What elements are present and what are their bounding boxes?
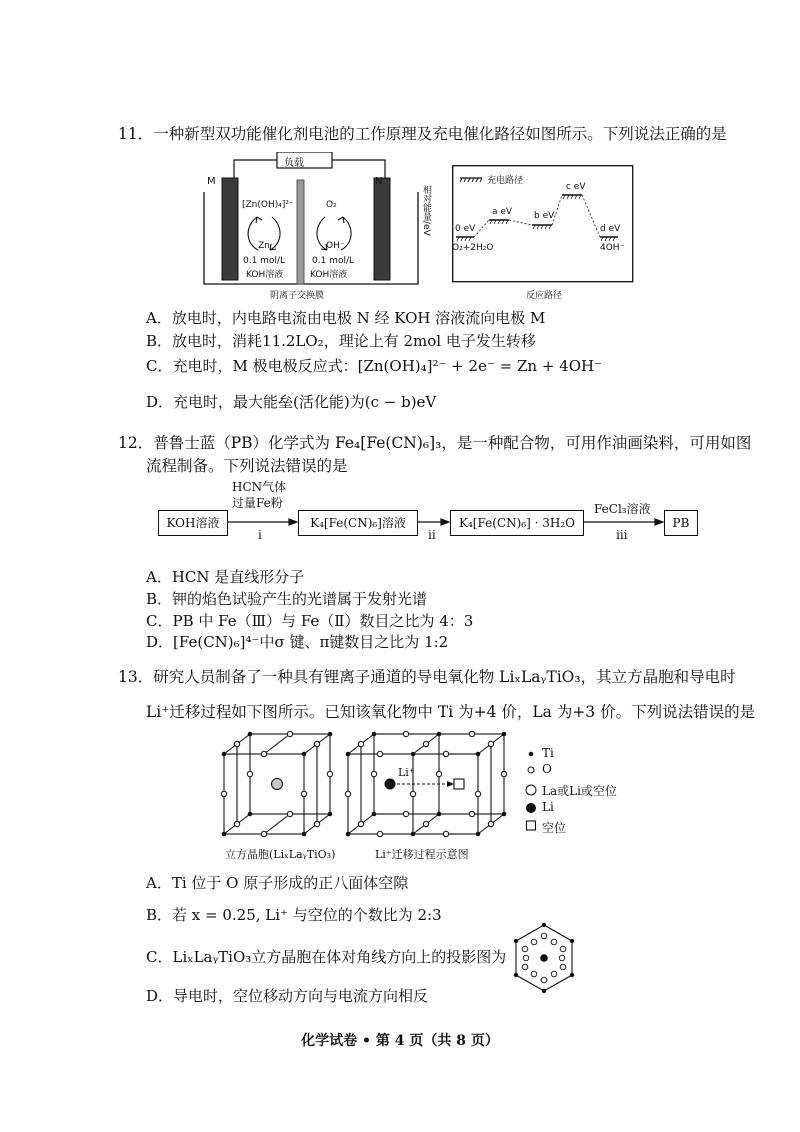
legend-li: Li [542,800,554,814]
q11-option-b: B．放电时，消耗11.2LO₂，理论上有 2mol 电子发生转移 [146,332,536,350]
right-conc: 0.1 mol/L [312,256,354,266]
cell-caption: 立方晶胞(LiₓLaᵧTiO₃) [225,848,336,861]
q13-option-c: C．LiₓLaᵧTiO₃立方晶胞在体对角线方向上的投影图为 [146,948,507,966]
right-solution: KOH溶液 [310,270,348,280]
flow-reagent-fe: 过量Fe粉 [232,496,283,510]
li-ion-label: Li⁺ [398,766,415,779]
flow-reagent-fecl3: FeCl₃溶液 [594,502,651,516]
legend-ti: Ti [542,746,554,760]
end-species: 4OH⁻ [600,243,625,253]
flow-box-pb: PB [664,510,698,536]
q13-option-d: D．导电时，空位移动方向与电流方向相反 [146,987,429,1005]
level-c-label: c eV [566,182,586,192]
left-solution: KOH溶液 [246,270,284,280]
membrane-label: 阴离子交换膜 [270,291,325,301]
flow-box-k4fecn6-solution: K₄[Fe(CN)₆]溶液 [298,510,418,536]
q12-option-a: A．HCN 是直线形分子 [146,568,305,586]
q13-option-b: B．若 x = 0.25, Li⁺ 与空位的个数比为 2:3 [146,906,442,924]
flow-step-iii: iii [616,528,628,542]
electrode-n-label: N [375,176,383,187]
q12-stem-line1: 12．普鲁士蓝（PB）化学式为 Fe₄[Fe(CN)₆]₃，是一种配合物，可用作油画染料，可用如图 [118,434,752,452]
flow-box-k4fecn6-hydrate: K₄[Fe(CN)₆] · 3H₂O [450,510,584,536]
q13-stem-line2: Li⁺迁移过程如下图所示。已知该氧化物中 Ti 为+4 价，La 为+3 价。下列说法错误的是 [146,703,756,721]
legend-charge-path: 充电路径 [487,176,524,186]
flow-step-ii: ii [428,528,436,542]
legend-la: La或Li或空位 [542,784,617,798]
y-axis-label: 相对能量/eV [421,185,431,236]
flow-box-koh: KOH溶液 [158,510,228,536]
page-footer: 化学试卷 • 第 4 页（共 8 页） [301,1033,499,1049]
legend-o: O [542,762,552,776]
q11-option-a: A．放电时，内电路电流由电极 N 经 KOH 溶液流向电极 M [146,309,546,327]
q11-option-c: C．充电时，M 极电极反应式：[Zn(OH)₄]²⁻ + 2e⁻ = Zn + 4OH⁻ [146,357,602,375]
flow-step-i: i [258,528,262,542]
electrode-m-label: M [207,176,216,187]
load-label: 负载 [284,158,304,169]
crystal-legend-symbols [524,748,538,838]
q12-option-b: B．钾的焰色试验产生的光谱属于发射光谱 [146,590,428,608]
migration-caption: Li⁺迁移过程示意图 [375,848,469,861]
level-0-label: 0 eV [455,224,476,234]
oh-label: OH⁻ [326,241,345,251]
q12-option-c: C．PB 中 Fe（Ⅲ）与 Fe（Ⅱ）数目之比为 4：3 [146,612,474,630]
q11-option-d: D．充电时，最大能垒(活化能)为(c − b)eV [146,393,437,411]
q12-stem-line2: 流程制备。下列说法错误的是 [146,457,348,475]
q13-option-a: A．Ti 位于 O 原子形成的正八面体空隙 [146,874,409,892]
crystal-figures [220,728,520,840]
start-species: O₂+2H₂O [452,243,494,253]
flow-reagent-hcn: HCN气体 [232,480,287,494]
left-conc: 0.1 mol/L [243,256,285,266]
level-d-label: d eV [600,224,621,234]
level-b-label: b eV [534,211,555,221]
o2-label: O₂ [326,200,337,210]
zincate-label: [Zn(OH)₄]²⁻ [242,200,294,210]
projection-diagram [508,922,580,994]
level-a-label: a eV [492,207,513,217]
q13-stem-line1: 13．研究人员制备了一种具有锂离子通道的导电氧化物 LiₓLaᵧTiO₃，其立方晶胞和导电时 [118,668,736,686]
q12-option-d: D．[Fe(CN)₆]⁴⁻中σ 键、π键数目之比为 1:2 [146,633,449,651]
q11-stem: 11．一种新型双功能催化剂电池的工作原理及充电催化路径如图所示。下列说法正确的是 [118,125,727,143]
zn-label: Zn [258,241,270,251]
legend-vacancy: 空位 [542,821,567,835]
x-axis-label: 反应路径 [526,291,563,301]
